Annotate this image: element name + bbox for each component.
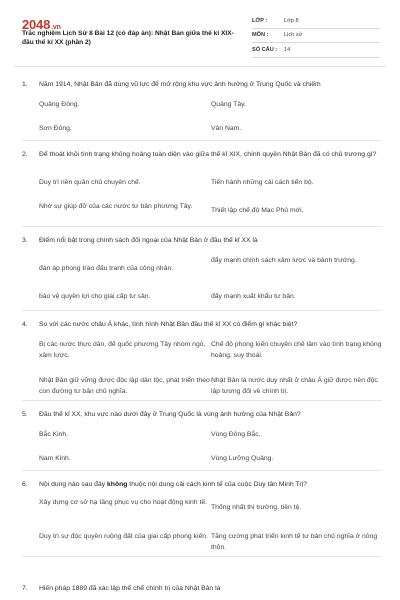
- question-number: 1.: [22, 81, 28, 88]
- question-text: [22, 150, 382, 160]
- option-a[interactable]: Quảng Đông.: [39, 101, 80, 108]
- option-a[interactable]: đàn áp phong trào đấu tranh của công nhân.: [39, 265, 174, 272]
- option-c[interactable]: Nhờ sự giúp đỡ của các nước tư bản phương Tây.: [39, 203, 193, 210]
- option-b[interactable]: Vùng Đông Bắc.: [211, 431, 261, 438]
- option-c[interactable]: Duy trì sự độc quyền ruộng đất của giai cấp phong kiến.: [39, 533, 208, 540]
- option-b[interactable]: Chế độ phong kiến chuyên chế lâm vào tình trạng khủng hoảng, suy thoái.: [211, 341, 382, 359]
- option-d[interactable]: Thiết lập chế độ Mạc Phủ mới.: [211, 207, 304, 214]
- option-c[interactable]: Nhật Bản giữ vững được độc lập dân tộc, phát triển theo con đường tư bản chủ nghĩa.: [39, 377, 210, 395]
- option-b[interactable]: Tiến hành những cải cách tiến bộ.: [211, 179, 314, 186]
- question-number: 7.: [22, 585, 28, 592]
- question-number: 4.: [22, 321, 28, 328]
- question-text: [22, 584, 382, 594]
- option-c[interactable]: bảo vệ quyền lợi cho giai cấp tư sản.: [39, 293, 151, 300]
- question-item: [22, 410, 382, 462]
- option-d[interactable]: đẩy mạnh xuất khẩu tư bản.: [211, 293, 296, 300]
- page-title: Trắc nghiệm Lịch Sử 8 Bài 12 (có đáp án): Nhật Bản giữa thế kỉ XIX- đầu thế kỉ XX (phần 2): [22, 30, 234, 46]
- question-divider: [22, 310, 382, 311]
- meta-row-subject: [252, 29, 380, 44]
- question-text: [22, 410, 382, 420]
- question-divider: [22, 556, 382, 557]
- question-item: [22, 150, 382, 214]
- question-number: 3.: [22, 237, 28, 244]
- logo-suffix: .vn: [51, 24, 61, 31]
- option-a[interactable]: Duy trì nền quân chủ chuyên chế.: [39, 179, 141, 186]
- option-c[interactable]: Sơn Đông.: [39, 125, 72, 132]
- option-d[interactable]: Vùng Lưỡng Quảng.: [211, 455, 274, 462]
- option-a[interactable]: Bắc Kinh.: [39, 431, 69, 438]
- question-text-start: Nội dung nào sau đây: [39, 481, 108, 488]
- option-b[interactable]: đẩy mạnh chính sách xâm lược và bành trướng.: [211, 257, 357, 264]
- question-text: [22, 480, 382, 490]
- question-item: [22, 236, 382, 300]
- question-divider: [22, 470, 382, 471]
- logo-text: 2048: [22, 17, 51, 32]
- question-item: [22, 80, 382, 132]
- question-divider: [22, 400, 382, 401]
- question-text-end: thuộc nội dung cải cách kinh tế của cuộc Duy tân Minh Trị?: [127, 481, 307, 488]
- question-item: [22, 480, 382, 551]
- question-body: Năm 1914, Nhật Bản đã dùng vũ lực để mở rộng khu vực ảnh hưởng ở Trung Quốc và chiếm: [39, 81, 321, 88]
- meta-value: Lịch sử: [284, 32, 303, 39]
- question-text: [22, 320, 382, 330]
- meta-label: MÔN :: [252, 32, 269, 39]
- question-text: [22, 80, 382, 90]
- meta-value: 14: [284, 46, 291, 53]
- option-a[interactable]: Bị các nước thực dân, đế quốc phương Tây nhòm ngó, xâm lược.: [39, 341, 206, 359]
- meta-table: [252, 14, 380, 58]
- question-body: So với các nước châu Á khác, tình hình Nhật Bản đầu thế kỉ XX có điểm gì khác biệt?: [39, 321, 298, 328]
- question-keyword: không: [107, 481, 128, 488]
- question-number: 6.: [22, 481, 28, 488]
- option-d[interactable]: Tăng cường phát triển kinh tế tư bản chủ nghĩa ở nông thôn.: [211, 533, 378, 551]
- question-body: Để thoát khỏi tình trạng khủng hoảng toàn diện vào giữa thế kỉ XIX, chính quyền Nhật Bản đã có chủ trương gì?: [39, 151, 377, 158]
- option-b[interactable]: Thống nhất thị trường, tiền tệ.: [211, 504, 302, 511]
- question-divider: [22, 226, 382, 227]
- question-text: [22, 236, 382, 246]
- question-number: 2.: [22, 151, 28, 158]
- meta-row-class: [252, 14, 380, 29]
- question-body: Đầu thế kỉ XX, khu vực nào dưới đây ở Trung Quốc là vùng ảnh hưởng của Nhật Bản?: [39, 411, 301, 418]
- question-body: [39, 480, 382, 490]
- meta-row-count: [252, 43, 380, 58]
- page-header: [0, 0, 400, 64]
- question-divider: [22, 140, 382, 141]
- header-divider: [14, 66, 386, 67]
- option-c[interactable]: Nam Kinh.: [39, 455, 71, 462]
- question-number: 5.: [22, 411, 28, 418]
- option-d[interactable]: Nhật Bản là nước duy nhất ở châu Á giữ được nền độc lập tương đối về chính trị.: [211, 377, 378, 395]
- meta-value: Lớp 8: [284, 17, 299, 24]
- question-item: [22, 320, 382, 395]
- question-item: [22, 584, 382, 594]
- question-body: Hiến pháp 1889 đã xác lập thể chế chính trị của Nhật Bản là: [39, 585, 221, 592]
- meta-label: LỚP :: [252, 17, 268, 24]
- meta-label: SỐ CÂU :: [252, 46, 278, 53]
- question-body: Điểm nổi bật trong chính sách đối ngoại của Nhật Bản ở đầu thế kỉ XX là: [39, 237, 258, 244]
- option-b[interactable]: Quảng Tây.: [211, 101, 246, 108]
- option-a[interactable]: Xây dựng cơ sở hạ tầng phục vụ cho hoạt động kinh tế.: [39, 499, 208, 506]
- option-d[interactable]: Vân Nam.: [211, 125, 242, 132]
